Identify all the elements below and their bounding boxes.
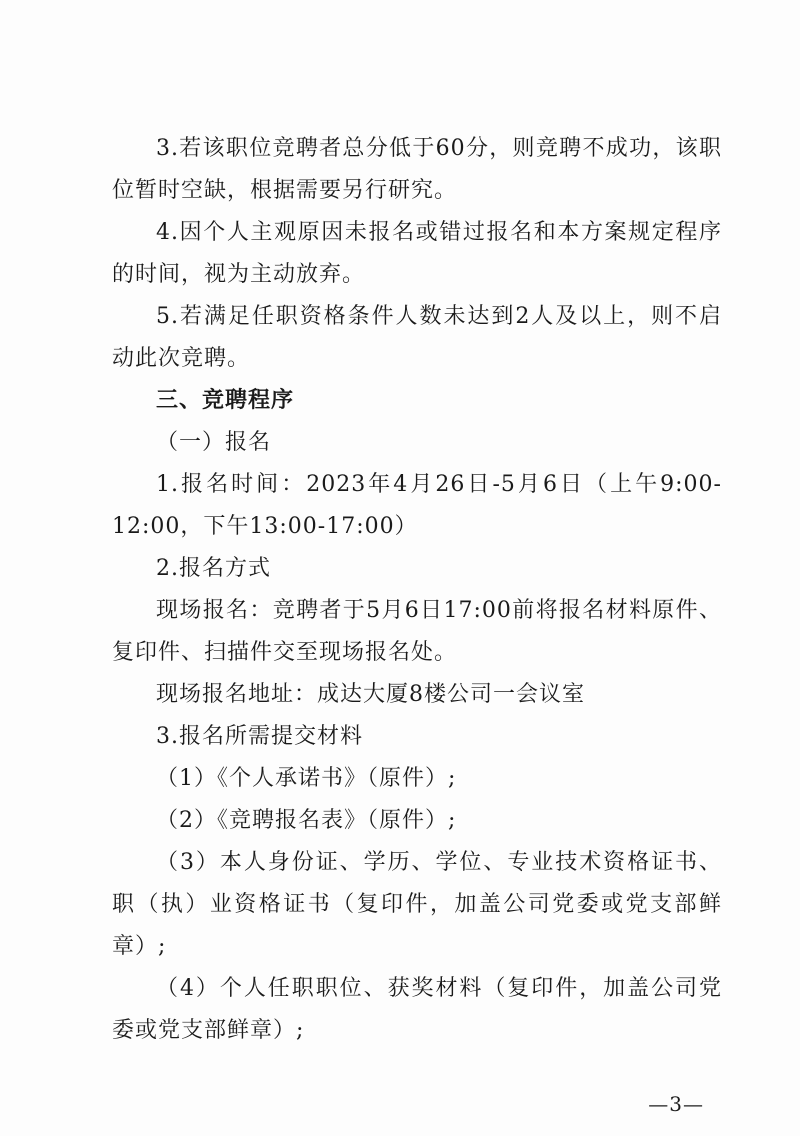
subsection-heading-registration: （一）报名 xyxy=(156,430,272,455)
section-heading-procedure: 三、竞聘程序 xyxy=(156,388,295,413)
list-item-material-4: （4）个人任职职位、获奖材料（复印件，加盖公司党委或党支部鲜章）; xyxy=(112,976,722,1043)
document-body xyxy=(112,128,722,1052)
list-item-material-2: （2）《竞聘报名表》（原件）; xyxy=(156,808,457,833)
paragraph-onsite-registration: 现场报名：竞聘者于5月6日17:00前将报名材料原件、复印件、扫描件交至现场报名处。 xyxy=(112,598,722,665)
paragraph-rule-5: 5.若满足任职资格条件人数未达到2人及以上，则不启动此次竞聘。 xyxy=(112,304,722,371)
paragraph-materials-title: 3.报名所需提交材料 xyxy=(156,724,363,749)
list-item-material-3: （3）本人身份证、学历、学位、专业技术资格证书、职（执）业资格证书（复印件，加盖公司党委或党支部鲜章）; xyxy=(112,850,722,959)
paragraph-rule-4: 4.因个人主观原因未报名或错过报名和本方案规定程序的时间，视为主动放弃。 xyxy=(112,220,722,287)
list-item-material-1: （1）《个人承诺书》（原件）; xyxy=(156,766,457,791)
page-number: —3— xyxy=(648,1092,704,1116)
paragraph-rule-3: 3.若该职位竞聘者总分低于60分，则竞聘不成功，该职位暂时空缺，根据需要另行研究。 xyxy=(112,136,722,203)
paragraph-registration-time: 1.报名时间：2023年4月26日-5月6日（上午9:00-12:00，下午13:00-17:00） xyxy=(112,472,722,539)
paragraph-registration-method-title: 2.报名方式 xyxy=(156,556,271,581)
paragraph-registration-address: 现场报名地址：成达大厦8楼公司一会议室 xyxy=(156,682,585,707)
